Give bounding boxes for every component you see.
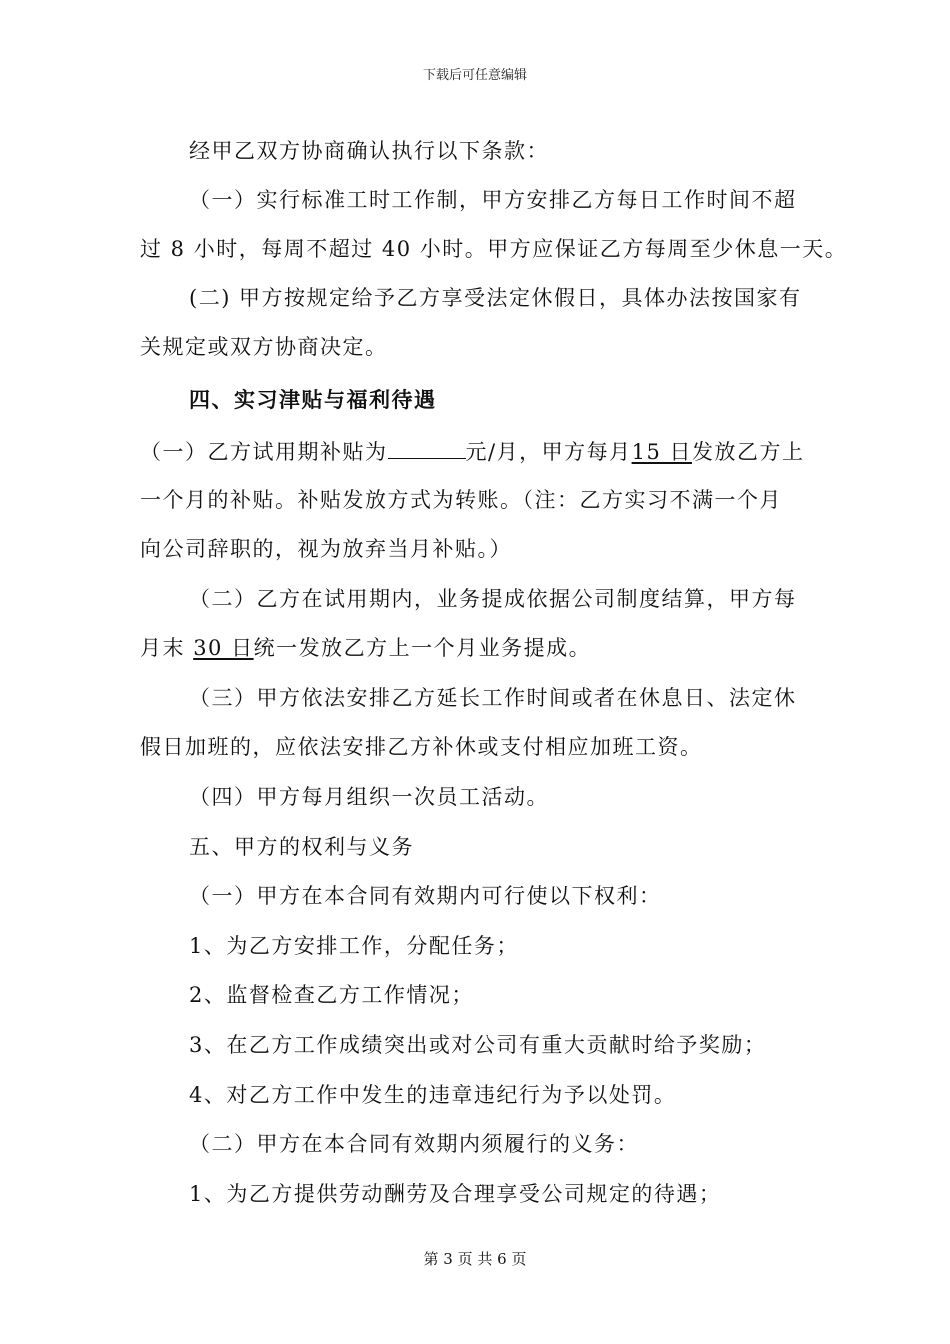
right-item-2: 2、监督检查乙方工作情况；	[189, 983, 474, 1007]
clause-2-line-2: 关规定或双方协商决定。	[140, 335, 388, 359]
section-heading-5: 五、甲方的权利与义务	[189, 835, 414, 859]
activity-line: （四）甲方每月组织一次员工活动。	[189, 785, 549, 809]
allowance-line-1	[140, 436, 804, 466]
paragraph-intro: 经甲乙双方协商确认执行以下条款：	[189, 139, 549, 163]
overtime-line-1: （三）甲方依法安排乙方延长工作时间或者在休息日、法定休	[189, 686, 797, 710]
clause-1-line-2: 过 8 小时，每周不超过 40 小时。甲方应保证乙方每周至少休息一天。	[140, 237, 848, 261]
allowance-line-2: 一个月的补贴。补贴发放方式为转账。（注：乙方实习不满一个月	[140, 488, 782, 512]
allowance-text-b: 元/月，甲方每月	[465, 440, 632, 464]
rights-heading: （一）甲方在本合同有效期内可行使以下权利：	[189, 884, 662, 908]
allowance-line-3: 向公司辞职的，视为放弃当月补贴。）	[140, 537, 512, 561]
clause-2-line-1: (二) 甲方按规定给予乙方享受法定休假日，具体办法按国家有	[189, 286, 802, 310]
commission-line-2	[140, 634, 591, 662]
obligation-item-1: 1、为乙方提供劳动酬劳及合理享受公司规定的待遇；	[189, 1182, 722, 1206]
pay-day-underlined: 15 日	[631, 440, 692, 464]
commission-line-1: （二）乙方在试用期内，业务提成依据公司制度结算，甲方每	[189, 587, 797, 611]
clause-1-line-1: （一）实行标准工时工作制，甲方安排乙方每日工作时间不超	[189, 188, 797, 212]
obligations-heading: （二）甲方在本合同有效期内须履行的义务：	[189, 1132, 639, 1156]
overtime-line-2: 假日加班的，应依法安排乙方补休或支付相应加班工资。	[140, 735, 703, 759]
right-item-1: 1、为乙方安排工作，分配任务；	[189, 934, 519, 958]
section-heading-4: 四、实习津贴与福利待遇	[189, 387, 437, 412]
commission-text-a: 月末	[140, 636, 194, 660]
allowance-text-c: 发放乙方上	[691, 440, 805, 464]
page-header: 下载后可任意编辑	[422, 68, 527, 83]
page-footer: 第 3 页 共 6 页	[423, 1250, 527, 1268]
right-item-4: 4、对乙方工作中发生的违章违纪行为予以处罚。	[189, 1083, 677, 1107]
commission-text-b: 统一发放乙方上一个月业务提成。	[253, 636, 592, 660]
commission-day-underlined: 30 日	[193, 636, 254, 660]
amount-blank	[388, 436, 466, 459]
right-item-3: 3、在乙方工作成绩突出或对公司有重大贡献时给予奖励；	[189, 1033, 767, 1057]
allowance-text-a: （一）乙方试用期补贴为	[140, 440, 388, 464]
